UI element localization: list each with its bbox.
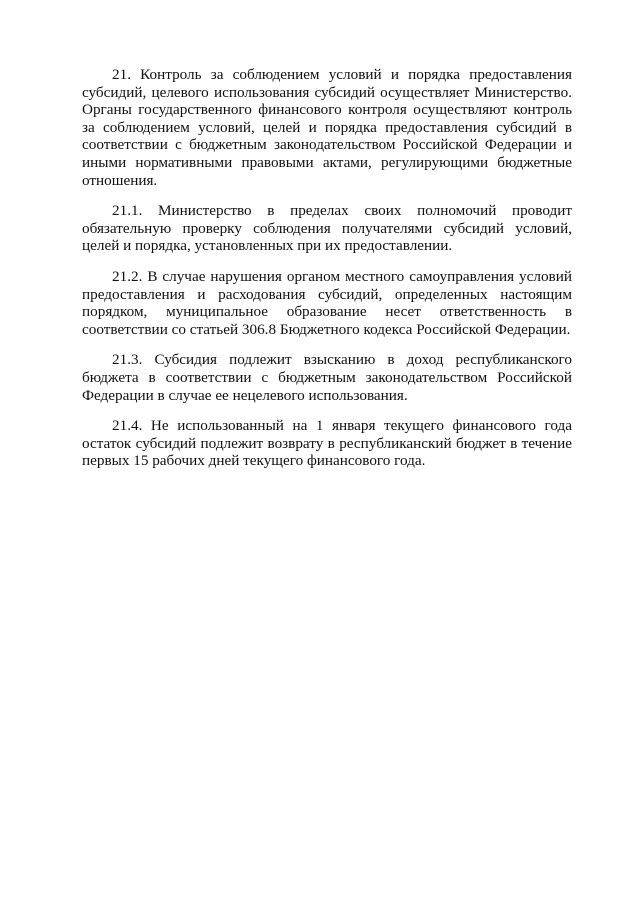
paragraph-21-1: 21.1. Министерство в пределах своих полномочий проводит обязательную проверку соблюдения получателями субсидий условий, целей и порядка, установленных при их предоставлении. (82, 202, 572, 255)
paragraph-21: 21. Контроль за соблюдением условий и порядка предоставления субсидий, целевого использования субсидий осуществляет Министерство. Органы государственного финансового контроля осуществляют контроль за соблюдением условий, целей и порядка предоставления субсидий в соответствии с бюджетным законодательством Российской Федерации и иными нормативными правовыми актами, регулирующими бюджетные отношения. (82, 66, 572, 189)
paragraph-21-4: 21.4. Не использованный на 1 января текущего финансового года остаток субсидий подлежит возврату в республиканский бюджет в течение первых 15 рабочих дней текущего финансового года. (82, 417, 572, 470)
paragraph-21-2: 21.2. В случае нарушения органом местного самоуправления условий предоставления и расходования субсидий, определенных настоящим порядком, муниципальное образование несет ответственность в соответствии со статьей 306.8 Бюджетного кодекса Российской Федерации. (82, 267, 572, 338)
paragraph-21-3: 21.3. Субсидия подлежит взысканию в доход республиканского бюджета в соответствии с бюджетным законодательством Российской Федерации в случае ее нецелевого использования. (82, 351, 572, 404)
document-page (82, 66, 572, 483)
